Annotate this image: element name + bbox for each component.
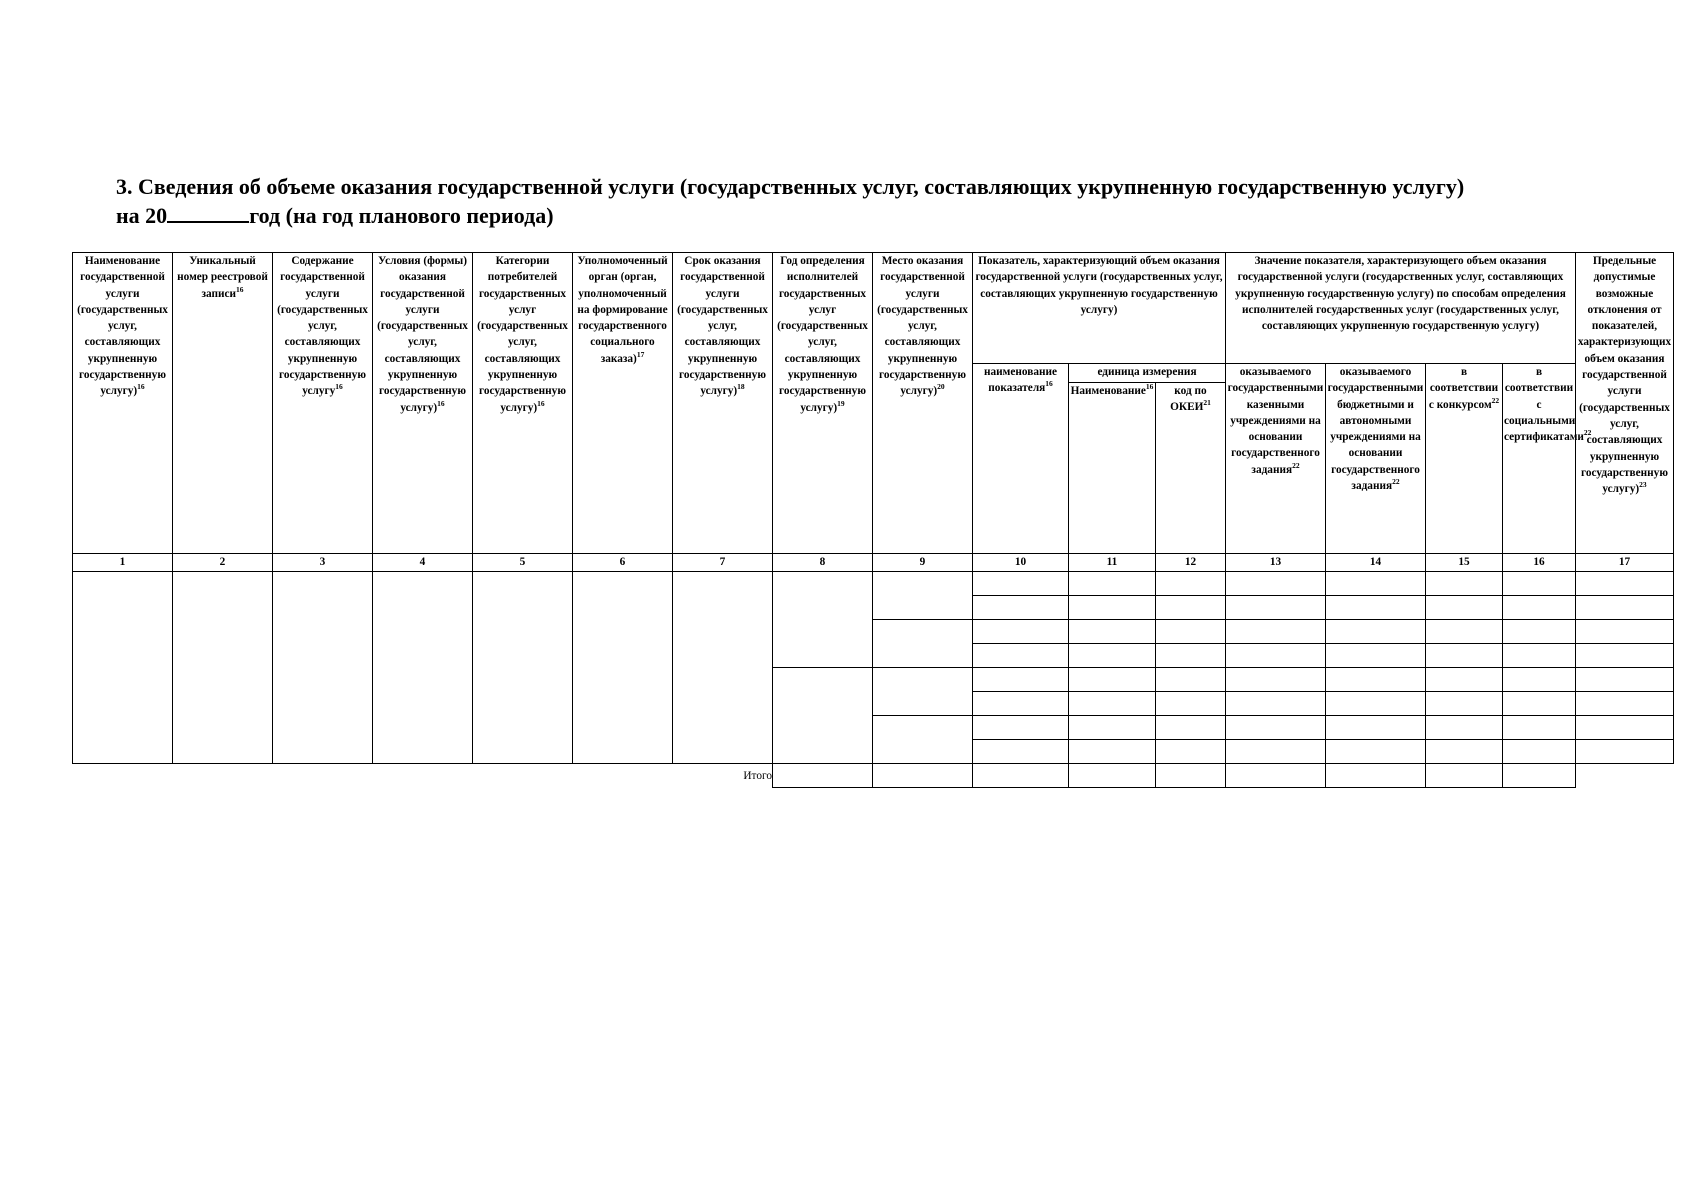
data-cell[interactable] bbox=[1426, 716, 1503, 740]
column-number: 6 bbox=[573, 554, 673, 572]
data-cell[interactable] bbox=[1226, 572, 1326, 596]
data-cell[interactable] bbox=[1069, 620, 1156, 644]
data-cell[interactable] bbox=[1503, 572, 1576, 596]
data-cell[interactable] bbox=[1576, 596, 1674, 620]
column-number: 7 bbox=[673, 554, 773, 572]
data-cell[interactable] bbox=[1576, 668, 1674, 692]
data-cell[interactable] bbox=[773, 668, 873, 764]
total-label: Итого bbox=[743, 769, 772, 782]
header-col-4: Условия (формы) оказания государственной услуги (государственных услуг, составляющих укрупненную государственную услугу)$^{16}$ bbox=[373, 253, 473, 554]
column-number: 12 bbox=[1156, 554, 1226, 572]
data-cell[interactable] bbox=[1156, 716, 1226, 740]
data-cell[interactable] bbox=[1426, 644, 1503, 668]
total-cell[interactable] bbox=[1156, 764, 1226, 788]
data-cell[interactable] bbox=[473, 572, 573, 764]
data-cell[interactable] bbox=[1576, 572, 1674, 596]
data-cell[interactable] bbox=[1503, 716, 1576, 740]
data-cell[interactable] bbox=[1326, 740, 1426, 764]
data-cell[interactable] bbox=[1326, 692, 1426, 716]
data-cell[interactable] bbox=[1226, 716, 1326, 740]
table-row bbox=[73, 572, 1674, 596]
data-cell[interactable] bbox=[973, 740, 1069, 764]
data-cell[interactable] bbox=[1503, 596, 1576, 620]
header-row-top bbox=[73, 253, 1674, 364]
data-cell[interactable] bbox=[673, 572, 773, 764]
data-cell[interactable] bbox=[1156, 692, 1226, 716]
header-col-16: в соответствии с социальными сертификатами$^{22}$ bbox=[1503, 364, 1576, 554]
data-cell[interactable] bbox=[973, 668, 1069, 692]
data-cell[interactable] bbox=[1326, 716, 1426, 740]
data-cell[interactable] bbox=[1426, 596, 1503, 620]
total-cell[interactable] bbox=[1226, 764, 1326, 788]
data-cell[interactable] bbox=[1326, 644, 1426, 668]
total-cell[interactable] bbox=[773, 764, 873, 788]
data-cell[interactable] bbox=[873, 668, 973, 716]
section-title bbox=[116, 172, 1676, 230]
data-cell[interactable] bbox=[973, 644, 1069, 668]
data-cell[interactable] bbox=[1426, 740, 1503, 764]
data-cell[interactable] bbox=[1576, 740, 1674, 764]
year-suffix: год (на год планового периода) bbox=[249, 203, 554, 228]
header-value-group: Значение показателя, характеризующего объем оказания государственной услуги (государственных услуг, составляющих укрупненную государственную услугу) по способам определения исполнителей государственных услуг (государственных услуг, составляющих укрупненную государственную услугу) bbox=[1226, 253, 1576, 364]
column-number: 1 bbox=[73, 554, 173, 572]
year-blank-field[interactable] bbox=[167, 201, 249, 223]
data-cell[interactable] bbox=[1156, 644, 1226, 668]
data-cell[interactable] bbox=[1576, 644, 1674, 668]
header-indicator-group: Показатель, характеризующий объем оказания государственной услуги (государственных услуг, составляющих укрупненную государственную услугу) bbox=[973, 253, 1226, 364]
column-number: 15 bbox=[1426, 554, 1503, 572]
data-cell[interactable] bbox=[1226, 596, 1326, 620]
data-cell[interactable] bbox=[1156, 740, 1226, 764]
total-cell[interactable] bbox=[1426, 764, 1503, 788]
total-cell[interactable] bbox=[1069, 764, 1156, 788]
data-cell[interactable] bbox=[1069, 740, 1156, 764]
header-col-7: Срок оказания государственной услуги (государственных услуг, составляющих укрупненную государственную услугу)$^{18}$ bbox=[673, 253, 773, 554]
header-col-12: код по ОКЕИ$^{21}$ bbox=[1156, 383, 1226, 554]
section-title-line1: 3. Сведения об объеме оказания государственной услуги (государственных услуг, составляющих укрупненную государственную услугу) bbox=[116, 174, 1465, 199]
column-number: 11 bbox=[1069, 554, 1156, 572]
data-cell[interactable] bbox=[1069, 596, 1156, 620]
year-prefix: на 20 bbox=[116, 203, 168, 228]
data-cell[interactable] bbox=[173, 572, 273, 764]
data-cell[interactable] bbox=[373, 572, 473, 764]
data-cell[interactable] bbox=[1226, 740, 1326, 764]
header-col-17: Предельные допустимые возможные отклонения от показателей, характеризующих объем оказания государственной услуги (государственных услуг, составляющих укрупненную государственную услугу)$^{23}$ bbox=[1576, 253, 1674, 554]
header-col-3: Содержание государственной услуги (государственных услуг, составляющих укрупненную государственную услугу$^{16}$ bbox=[273, 253, 373, 554]
header-unit-group: единица измерения bbox=[1069, 364, 1226, 383]
total-row bbox=[73, 764, 1674, 788]
column-number: 17 bbox=[1576, 554, 1674, 572]
column-number: 3 bbox=[273, 554, 373, 572]
data-cell[interactable] bbox=[1156, 620, 1226, 644]
data-cell[interactable] bbox=[1326, 572, 1426, 596]
empty-space bbox=[1576, 764, 1674, 788]
header-col-13: оказываемого государственными казенными учреждениями на основании государственного задания$^{22}$ bbox=[1226, 364, 1326, 554]
data-cell[interactable] bbox=[973, 572, 1069, 596]
data-cell[interactable] bbox=[1069, 572, 1156, 596]
data-cell[interactable] bbox=[573, 572, 673, 764]
data-cell[interactable] bbox=[973, 716, 1069, 740]
column-number: 16 bbox=[1503, 554, 1576, 572]
header-col-15: в соответствии с конкурсом$^{22}$ bbox=[1426, 364, 1503, 554]
data-cell[interactable] bbox=[73, 572, 173, 764]
data-cell[interactable] bbox=[1576, 692, 1674, 716]
data-cell[interactable] bbox=[1156, 668, 1226, 692]
data-cell[interactable] bbox=[1226, 668, 1326, 692]
data-cell[interactable] bbox=[973, 620, 1069, 644]
header-col-6: Уполномоченный орган (орган, уполномоченный на формирование государственного социального заказа)$^{17}$ bbox=[573, 253, 673, 554]
data-cell[interactable] bbox=[1503, 692, 1576, 716]
data-cell[interactable] bbox=[1069, 716, 1156, 740]
header-col-5: Категории потребителей государственных услуг (государственных услуг, составляющих укрупненную государственную услугу)$^{16}$ bbox=[473, 253, 573, 554]
total-cell[interactable] bbox=[873, 764, 973, 788]
data-cell[interactable] bbox=[1326, 668, 1426, 692]
data-cell[interactable] bbox=[1326, 620, 1426, 644]
header-col-2: Уникальный номер реестровой записи$^{16}$ bbox=[173, 253, 273, 554]
header-col-10: наименование показателя$^{16}$ bbox=[973, 364, 1069, 554]
section-title-line2 bbox=[116, 201, 1676, 230]
header-col-9: Место оказания государственной услуги (государственных услуг, составляющих укрупненную государственную услугу)$^{20}$ bbox=[873, 253, 973, 554]
header-col-8: Год определения исполнителей государственных услуг (государственных услуг, составляющих укрупненную государственную услугу)$^{19}$ bbox=[773, 253, 873, 554]
data-cell[interactable] bbox=[1576, 620, 1674, 644]
total-cell[interactable] bbox=[1326, 764, 1426, 788]
data-cell[interactable] bbox=[773, 572, 873, 668]
data-cell[interactable] bbox=[973, 692, 1069, 716]
column-number: 4 bbox=[373, 554, 473, 572]
total-cell[interactable] bbox=[1503, 764, 1576, 788]
data-cell[interactable] bbox=[1426, 620, 1503, 644]
column-number: 14 bbox=[1326, 554, 1426, 572]
data-cell[interactable] bbox=[1226, 620, 1326, 644]
data-cell[interactable] bbox=[1426, 572, 1503, 596]
data-cell[interactable] bbox=[1326, 596, 1426, 620]
data-cell[interactable] bbox=[973, 596, 1069, 620]
column-number-row bbox=[73, 554, 1674, 572]
data-cell[interactable] bbox=[1426, 668, 1503, 692]
header-col-1: Наименование государственной услуги (государственных услуг, составляющих укрупненную государственную услугу)$^{16}$ bbox=[73, 253, 173, 554]
header-col-11: Наименование$^{16}$ bbox=[1069, 383, 1156, 554]
column-number: 2 bbox=[173, 554, 273, 572]
data-cell[interactable] bbox=[273, 572, 373, 764]
data-cell[interactable] bbox=[1503, 668, 1576, 692]
service-volume-table bbox=[72, 252, 1674, 788]
data-cell[interactable] bbox=[1069, 644, 1156, 668]
data-cell[interactable] bbox=[1503, 620, 1576, 644]
column-number: 5 bbox=[473, 554, 573, 572]
data-cell[interactable] bbox=[873, 716, 973, 764]
data-cell[interactable] bbox=[1503, 740, 1576, 764]
data-cell[interactable] bbox=[873, 620, 973, 668]
column-number: 8 bbox=[773, 554, 873, 572]
header-col-14: оказываемого государственными бюджетными и автономными учреждениями на основании государственного задания$^{22}$ bbox=[1326, 364, 1426, 554]
data-cell[interactable] bbox=[1069, 668, 1156, 692]
data-cell[interactable] bbox=[1069, 692, 1156, 716]
data-cell[interactable] bbox=[1426, 692, 1503, 716]
data-cell[interactable] bbox=[1226, 692, 1326, 716]
data-cell[interactable] bbox=[1156, 596, 1226, 620]
data-cell[interactable] bbox=[1156, 572, 1226, 596]
total-cell[interactable] bbox=[973, 764, 1069, 788]
data-cell[interactable] bbox=[1503, 644, 1576, 668]
data-cell[interactable] bbox=[873, 572, 973, 620]
column-number: 9 bbox=[873, 554, 973, 572]
data-cell[interactable] bbox=[1226, 644, 1326, 668]
column-number: 10 bbox=[973, 554, 1069, 572]
data-cell[interactable] bbox=[1576, 716, 1674, 740]
column-number: 13 bbox=[1226, 554, 1326, 572]
